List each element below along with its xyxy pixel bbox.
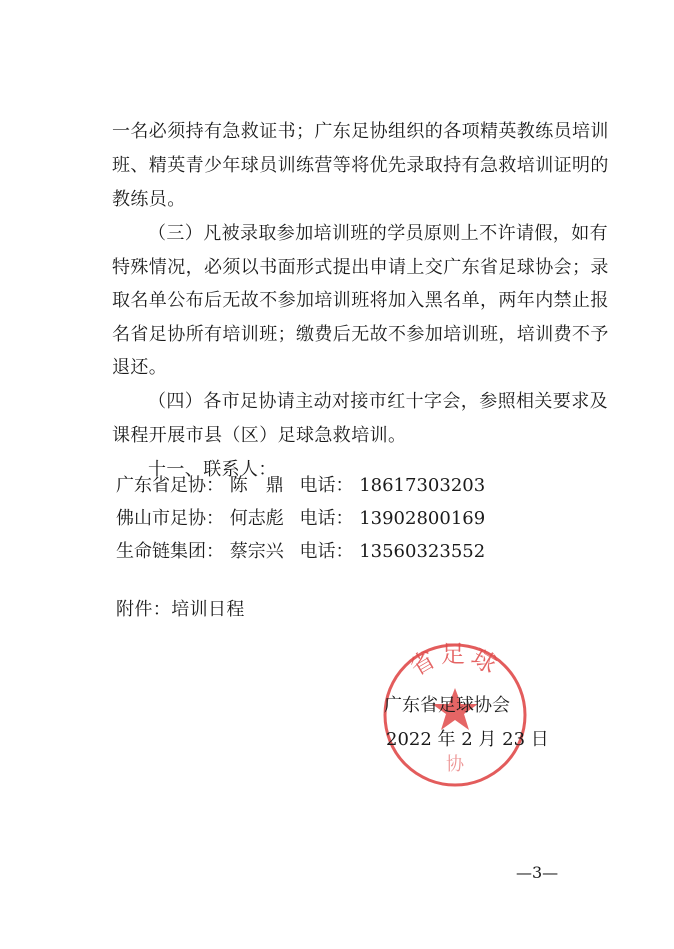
contact-phone: 13560323552: [359, 541, 486, 562]
contact-name: 何志彪: [229, 508, 284, 529]
body-line-2: 班、精英青少年球员训练营等将优先录取持有急救培训证明的: [112, 155, 609, 176]
body-line-4: （三）凡被录取参加培训班的学员原则上不许请假，如有: [148, 223, 608, 244]
contact-row-lifechain: [116, 541, 485, 563]
contact-name: 蔡宗兴: [229, 541, 284, 562]
contact-org: 生命链集团：: [116, 541, 224, 562]
seal-text-bottom: 协: [446, 754, 464, 774]
signature-date: 2022 年 2 月 23 日: [386, 729, 549, 750]
contact-org: 佛山市足协：: [116, 508, 224, 529]
contact-phone-label: 电话：: [299, 541, 354, 562]
contact-phone-label: 电话：: [299, 475, 354, 496]
signature-org: 广东省足球协会: [384, 695, 510, 716]
page-number: —3—: [516, 863, 559, 882]
contact-phone: 18617303203: [359, 475, 486, 496]
seal-text-top: 省足球: [406, 642, 504, 682]
attachment-note: 附件：培训日程: [116, 599, 245, 620]
contact-phone: 13902800169: [359, 508, 486, 529]
body-line-5: 特殊情况，必须以书面形式提出申请上交广东省足球协会；录: [112, 257, 609, 278]
contact-heading: 十一、联系人：: [148, 459, 277, 480]
contact-row-gdfa: [116, 475, 485, 497]
body-line-8: 退还。: [112, 357, 168, 378]
body-line-10: 课程开展市县（区）足球急救培训。: [112, 425, 407, 446]
contact-name: 陈 鼎: [229, 475, 284, 496]
body-line-3: 教练员。: [112, 189, 186, 210]
contact-phone-label: 电话：: [299, 508, 354, 529]
contact-row-foshan: [116, 508, 485, 530]
contact-org: 广东省足协：: [116, 475, 224, 496]
body-line-1: 一名必须持有急救证书；广东足协组织的各项精英教练员培训: [112, 121, 609, 142]
body-line-7: 名省足协所有培训班；缴费后无故不参加培训班，培训费不予: [112, 324, 609, 345]
body-line-6: 取名单公布后无故不参加培训班将加入黑名单，两年内禁止报: [112, 290, 609, 311]
body-line-9: （四）各市足协请主动对接市红十字会，参照相关要求及: [148, 391, 608, 412]
